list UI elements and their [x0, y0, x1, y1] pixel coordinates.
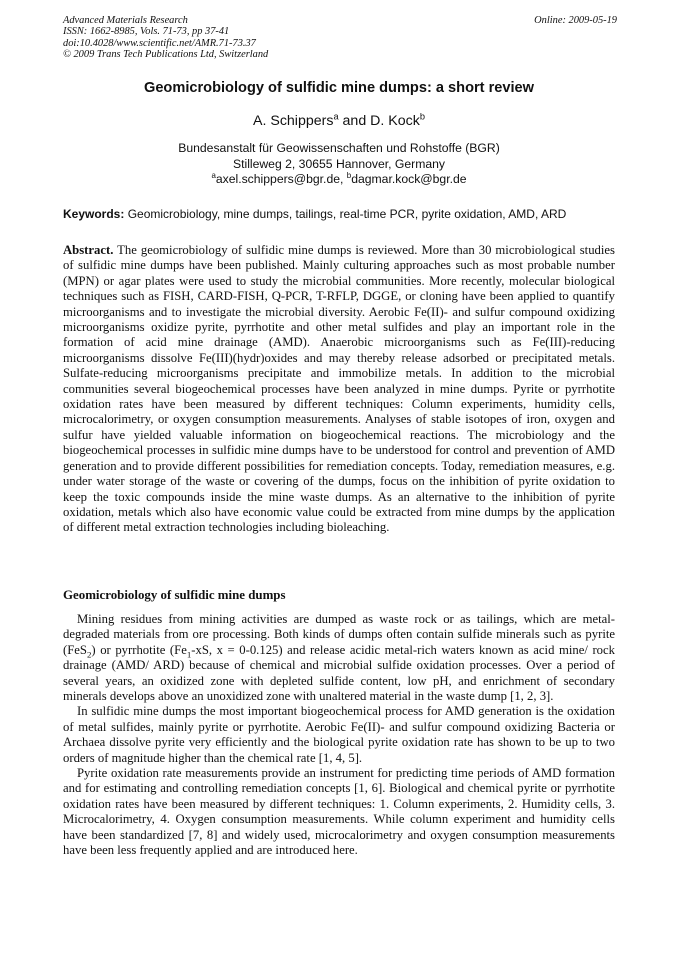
- copyright-line: © 2009 Trans Tech Publications Ltd, Switzerland: [63, 49, 269, 61]
- author-name: D. Kock: [370, 113, 420, 129]
- keywords-label: Keywords:: [63, 207, 125, 221]
- affiliation-address: Stilleweg 2, 30655 Hannover, Germany: [232, 157, 446, 171]
- email-address: dagmar.kock@bgr.de: [351, 172, 467, 186]
- author-line: [0, 113, 678, 129]
- affiliation: [0, 140, 678, 172]
- affiliation-institution: Bundesanstalt für Geowissenschaften und Rohstoffe (BGR): [178, 141, 500, 155]
- affiliation-mark: a: [333, 111, 339, 122]
- subscript: 1: [186, 649, 192, 660]
- paper-title: Geomicrobiology of sulfidic mine dumps: a short review: [143, 80, 535, 96]
- body-paragraph: [63, 612, 615, 704]
- body-paragraph: In sulfidic mine dumps the most important biogeochemical process for AMD generation is the oxidation of metal sulfides, mainly pyrite or pyrrhotite. Aerobic Fe(II)- and sulfur compound oxidizing Bacteria or Archaea dissolve pyrite very efficiently and the biological pyrite oxidation rate has shown to be up to two orders of magnitude higher than the chemical rate [1, 4, 5].: [63, 704, 615, 765]
- journal-header: [63, 15, 268, 61]
- author-name: A. Schippers: [253, 113, 334, 129]
- paragraph-text: Mining residues from mining activities are dumped as waste rock or as tailings, which are metal-degraded materials from ore processing. Both kinds of dumps often contain sulfide minerals such as pyrite (FeS: [63, 612, 615, 657]
- doi-line: doi:10.4028/www.scientific.net/AMR.71-73.37: [63, 37, 256, 49]
- issn-line: ISSN: 1662-8985, Vols. 71-73, pp 37-41: [63, 26, 230, 38]
- section-body: [63, 612, 615, 859]
- abstract: [63, 243, 615, 536]
- affiliation-mark: b: [419, 111, 425, 122]
- body-paragraph: Pyrite oxidation rate measurements provide an instrument for predicting time periods of AMD formation and for estimating and controlling remediation concepts [1, 6]. Biological and chemical pyrite or pyrrhotite oxidation rates have been measured by different techniques: 1. Column experiments, 2. Humidity cells, 3. Microcalorimetry, 4. Oxygen consumption measurements. While column experiment and humidity cells have been standardized [7, 8] and widely used, microcalorimetry and oxygen consumption measurements have been less frequently applied and are introduced here.: [63, 766, 615, 858]
- keywords-text: Geomicrobiology, mine dumps, tailings, real-time PCR, pyrite oxidation, AMD, ARD: [124, 207, 567, 221]
- abstract-text: The geomicrobiology of sulfidic mine dumps is reviewed. More than 30 microbiological studies of sulfidic mine dumps have been published. Mainly culturing approaches such as most probable number (MPN) or agar plates were used to study the microbial communities. More recently, molecular biological techniques such as FISH, CARD-FISH, Q-PCR, T-RFLP, DGGE, or cloning have been applied to quantify microorganisms and to investigate the microbial diversity. Aerobic Fe(II)- and sulfur compound oxidizing microorganisms oxidize pyrite, pyrrhotite and other metal sulfides and play an important role in the formation of acid mine drainage (AMD). Anaerobic microorganisms such as Fe(III)-reducing microorganisms dissolve Fe(III)(hydr)oxides and may thereby release adsorbed or precipitated metals. Sulfate-reducing microorganisms precipitate and immobilize metals. In addition to the microbial communities several biogeochemical processes have been analyzed in mine dumps. Pyrite or pyrrhotite oxidation rates have been measured by different techniques: Column experiments, humidity cells, microcalorimetry, or oxygen consumption measurements. Analyses of stable isotopes of iron, oxygen and sulfur have yielded valuable information on biogeochemical reactions. The microbiology and the biogeochemical processes in sulfidic mine dumps have to be understood for control and prevention of AMD generation and to provide different possibilities for remediation concepts. Today, remediation measures, e.g. under water storage of the waste or covering of the dumps, focus on the inhibition of pyrite oxidation to keep the toxic compounds inside the mine waste dumps. As an alternative to the inhibition of pyrite oxidation, metals which also have economic value could be extracted from mine dumps by the application of different metal extraction technologies including bioleaching.: [63, 243, 615, 535]
- email-address: axel.schippers@bgr.de,: [215, 172, 347, 186]
- email-mark: b: [346, 170, 352, 180]
- keywords: [63, 207, 623, 222]
- abstract-label: Abstract.: [63, 243, 114, 257]
- subscript: 2: [86, 649, 92, 660]
- section-heading: Geomicrobiology of sulfidic mine dumps: [63, 588, 286, 602]
- online-date: Online: 2009-05-19: [534, 15, 617, 26]
- email-mark: a: [211, 170, 216, 180]
- email-line: [0, 172, 678, 186]
- paragraph-text: ) or pyrrhotite (Fe: [91, 642, 187, 657]
- author-conjunction: and: [338, 113, 371, 129]
- paragraph-text: -xS, x = 0-0.125) and release acidic metal-rich waters known as acid mine/ rock drainage (AMD/ ARD) because of chemical and microbial sulfide oxidation processes. Over a period of several years, an oxidized zone with depleted sulfide content, low pH, and enrichment of secondary minerals develops above an unoxidized zone with unaltered material in the waste dump [1, 2, 3].: [63, 642, 615, 704]
- journal-name: Advanced Materials Research: [63, 15, 188, 26]
